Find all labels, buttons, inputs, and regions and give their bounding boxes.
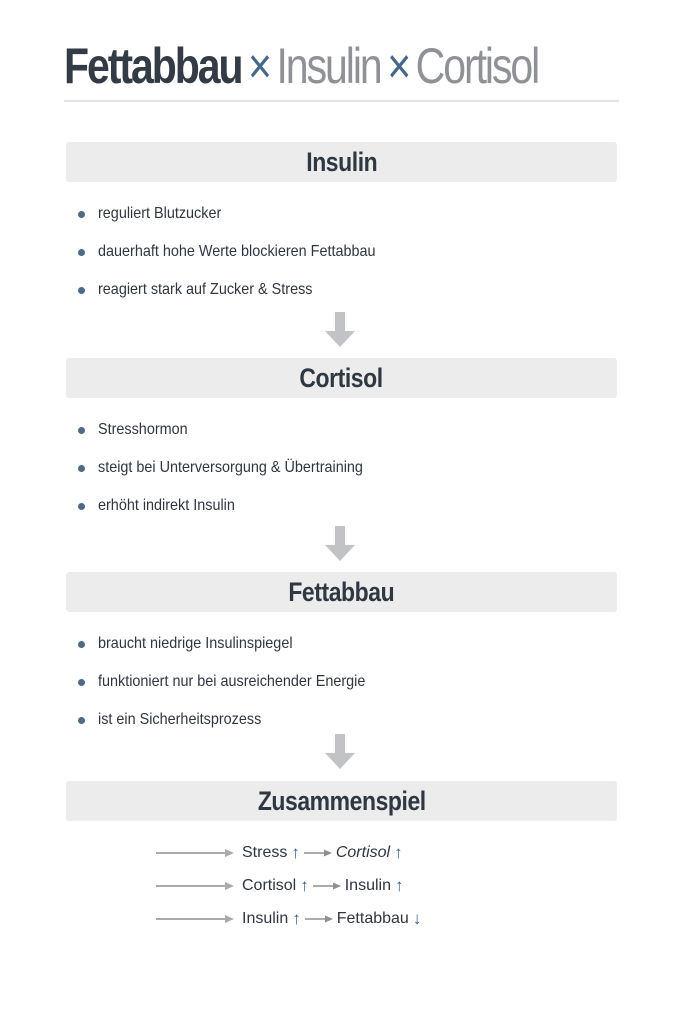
arrow-right-icon [305,914,333,924]
bullet-icon [78,249,85,256]
flow-cause: Stress [242,843,288,861]
bullet-icon [78,211,85,218]
section-header-cortisol [66,358,617,398]
interaction-flow [156,836,421,935]
bullet-icon [78,465,85,472]
bullet-icon [78,641,85,648]
section-title: Zusammenspiel [257,785,426,816]
arrow-down-icon [325,526,355,562]
arrow-right-icon [313,881,341,891]
flow-effect: Fettabbau [336,909,409,927]
list-item: ist ein Sicherheitsprozess [78,701,395,739]
arrow-right-icon [156,848,234,858]
fettabbau-bullet-list [78,625,395,739]
title-divider [64,100,619,102]
title-cortisol: Cortisol [415,38,539,94]
page-title [64,36,539,96]
times-icon: × [387,38,410,94]
section-header-insulin [66,142,617,182]
arrow-up-icon: ↑ [394,875,404,895]
section-title: Fettabbau [288,576,395,607]
title-fettabbau: Fettabbau [64,38,242,94]
list-item: erhöht indirekt Insulin [78,487,392,525]
arrow-right-icon [156,881,234,891]
list-item: dauerhaft hohe Werte blockieren Fettabbau [78,233,406,271]
section-header-fettabbau [66,572,617,612]
arrow-down-icon [325,734,355,770]
arrow-right-icon [156,914,234,924]
arrow-up-icon: ↑ [300,875,309,895]
arrow-down-icon: ↓ [412,908,422,928]
flow-cause: Cortisol [242,876,297,894]
flow-row [156,836,421,869]
arrow-down-icon [325,312,355,348]
bullet-icon [78,679,85,686]
cortisol-bullet-list [78,411,392,525]
list-item: funktioniert nur bei ausreichender Energie [78,663,395,701]
list-item: reguliert Blutzucker [78,195,406,233]
bullet-icon [78,427,85,434]
list-item: Stresshormon [78,411,392,449]
arrow-up-icon: ↑ [292,908,301,928]
flow-row [156,902,421,935]
arrow-up-icon: ↑ [291,842,300,862]
flow-row [156,869,421,902]
list-item: braucht niedrige Insulinspiegel [78,625,395,663]
title-insulin: Insulin [276,38,381,94]
flow-cause: Insulin [242,909,289,927]
flow-effect: Cortisol [335,843,391,861]
arrow-up-icon: ↑ [394,842,403,862]
section-title: Insulin [306,146,377,177]
section-title: Cortisol [299,362,384,393]
section-header-zusammenspiel [66,781,617,821]
times-icon: × [248,38,270,94]
bullet-icon [78,717,85,724]
bullet-icon [78,503,85,510]
list-item: reagiert stark auf Zucker & Stress [78,271,406,309]
list-item: steigt bei Unterversorgung & Übertraining [78,449,392,487]
flow-effect: Insulin [344,876,391,894]
bullet-icon [78,287,85,294]
insulin-bullet-list [78,195,406,309]
arrow-right-icon [304,848,332,858]
